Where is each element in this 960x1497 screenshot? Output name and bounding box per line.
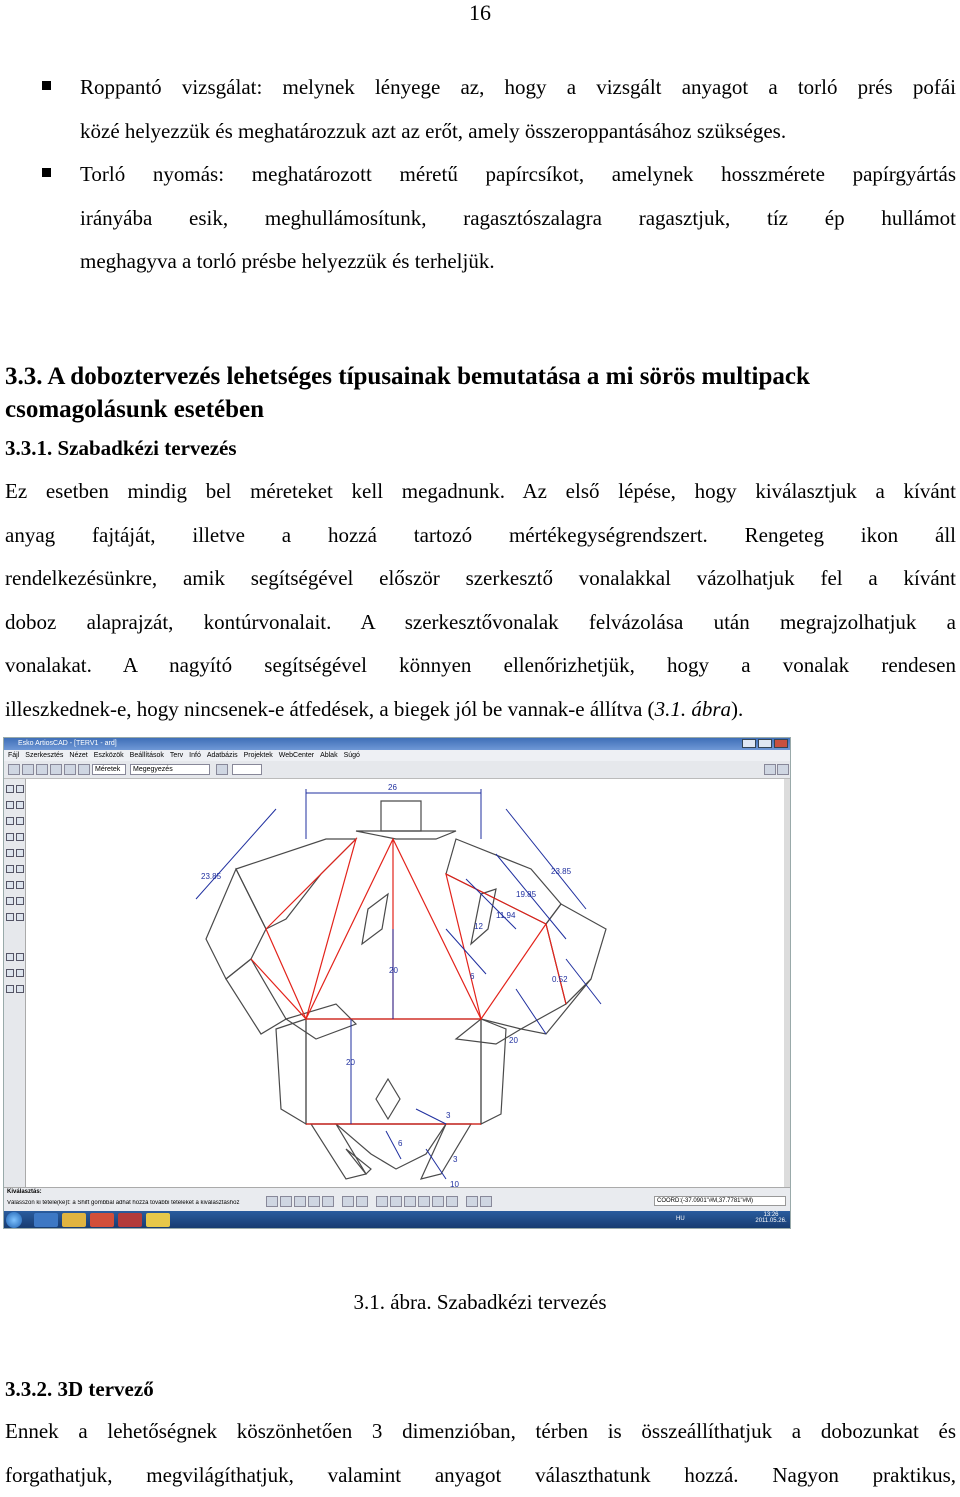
arc-icon[interactable] xyxy=(16,801,24,809)
dimension-label-group xyxy=(201,783,572,1187)
figure-reference: 3.1. ábra xyxy=(655,697,731,721)
status-label: Kiválasztás: xyxy=(7,1189,42,1195)
tool-palette xyxy=(4,779,26,1187)
menu-item-window[interactable]: Ablak xyxy=(320,750,338,761)
pointer-add-icon[interactable] xyxy=(390,1196,402,1207)
crease-icon[interactable] xyxy=(6,969,14,977)
window-select-icon[interactable] xyxy=(418,1196,430,1207)
square-bullet-icon xyxy=(42,168,51,177)
pan-icon[interactable] xyxy=(16,785,24,793)
dimension-label: 26 xyxy=(388,783,397,792)
paragraph-line: vonalakat. A nagyító segítségével könnyen ellenőrizhetjük, hogy a vonalak rendesen xyxy=(5,644,956,688)
move-icon[interactable] xyxy=(16,865,24,873)
menu-item-view[interactable]: Nézet xyxy=(69,750,87,761)
paragraph-line: Ennek a lehetőségnek köszönhetően 3 dimenzióban, térben is összeállíthatjuk a dobozunkat és xyxy=(5,1410,956,1454)
vertical-scrollbar[interactable] xyxy=(784,779,790,1187)
window-title: Esko ArtiosCAD - [TERV1 - ard] xyxy=(18,740,117,747)
tray-date: 2011.05.26. xyxy=(755,1218,786,1224)
file-explorer-icon[interactable] xyxy=(62,1213,86,1227)
fillet-icon[interactable] xyxy=(6,913,14,921)
dimension-label: 0.52 xyxy=(552,975,568,984)
internet-explorer-icon[interactable] xyxy=(34,1213,58,1227)
bullet-line: meghagyva a torló présbe helyezzük és terheljük. xyxy=(80,240,956,284)
line-icon[interactable] xyxy=(6,801,14,809)
zoom-in-icon[interactable] xyxy=(342,1196,354,1207)
glue-icon[interactable] xyxy=(6,985,14,993)
dimension-label: 6 xyxy=(470,972,475,981)
menu-item-info[interactable]: Infó xyxy=(189,750,201,761)
bullet-list xyxy=(40,66,956,284)
crossing-select-icon[interactable] xyxy=(432,1196,444,1207)
chain-select-icon[interactable] xyxy=(446,1196,458,1207)
dimension-tool-icon[interactable] xyxy=(6,897,14,905)
dimension-label: 19.85 xyxy=(516,890,537,899)
cut-lines xyxy=(206,801,606,1179)
line-type-icon[interactable] xyxy=(216,764,228,775)
dimension-label: 10 xyxy=(450,1180,459,1187)
subsection-heading-3-3-2: 3.3.2. 3D tervező xyxy=(5,1374,154,1404)
open-icon[interactable] xyxy=(22,764,34,775)
figure-caption: 3.1. ábra. Szabadkézi tervezés xyxy=(0,1287,960,1317)
section-heading-3-3: 3.3. A doboztervezés lehetséges típusainak bemutatása a mi sörös multipack csomagolásunk esetében xyxy=(5,360,955,426)
paragraph-line: Ez esetben mindig bel méreteket kell megadnunk. Az első lépése, hogy kiválasztjuk a kívánt xyxy=(5,470,956,514)
dimension-label: 11.94 xyxy=(496,911,516,920)
menu-item-help[interactable]: Súgó xyxy=(344,750,360,761)
mode-select[interactable]: Megegyezés xyxy=(130,764,210,775)
zoom-icon[interactable] xyxy=(6,785,14,793)
measure-icon[interactable] xyxy=(466,1196,478,1207)
rotate-icon[interactable] xyxy=(6,865,14,873)
menu-item-database[interactable]: Adatbázis xyxy=(207,750,238,761)
tray-language[interactable]: HU xyxy=(676,1216,685,1222)
window-titlebar xyxy=(4,738,790,750)
start-button-icon[interactable] xyxy=(6,1212,22,1228)
media-player-icon[interactable] xyxy=(90,1213,114,1227)
snap-icon[interactable] xyxy=(294,1196,306,1207)
toolbar xyxy=(4,761,790,779)
paragraph-text: ). xyxy=(731,697,743,721)
subsection-heading-3-3-1: 3.3.1. Szabadkézi tervezés xyxy=(5,433,237,463)
dimension-icon[interactable] xyxy=(78,764,90,775)
text-icon[interactable] xyxy=(16,897,24,905)
page-number: 16 xyxy=(0,0,960,26)
units-select[interactable]: Méretek xyxy=(92,764,126,775)
tray-time: 13:26 xyxy=(763,1212,778,1218)
paragraph-line xyxy=(5,688,956,732)
windows-taskbar xyxy=(4,1211,790,1229)
window-controls xyxy=(742,739,788,748)
status-bar xyxy=(4,1187,790,1211)
dimension-label: 23.85 xyxy=(551,867,572,876)
paragraph-line: anyag fajtáját, illetve a hozzá tartozó mértékegységrendszert. Rengeteg ikon áll xyxy=(5,514,956,558)
bullet-line: Roppantó vizsgálat: melynek lényege az, hogy a vizsgált anyagot a torló prés pofái xyxy=(80,66,956,110)
paragraph-line: rendelkezésünkre, amik segítségével először szerkesztő vonalakkal vázolhatjuk fel a kívánt xyxy=(5,557,956,601)
bullet-line: közé helyezzük és meghatározzuk azt az erőt, amely összeroppantásához szükséges. xyxy=(80,110,956,154)
square-bullet-icon xyxy=(42,81,51,90)
bullet-item xyxy=(40,66,956,153)
offset-icon[interactable] xyxy=(6,833,14,841)
select-icon[interactable] xyxy=(266,1196,278,1207)
new-icon[interactable] xyxy=(8,764,20,775)
dimension-label: 6 xyxy=(398,1139,403,1148)
status-hint: Válasszon ki tétele(ke)t: a Shift gombbal adhat hozzá további tételeket a kiválasztáshoz xyxy=(7,1200,257,1206)
bullet-line: irányába esik, meghullámosítunk, ragasztószalagra ragasztjuk, tíz ép hullámot xyxy=(80,197,956,241)
menu-item-edit[interactable]: Szerkesztés xyxy=(25,750,63,761)
chamfer-icon[interactable] xyxy=(16,913,24,921)
print-icon[interactable] xyxy=(50,764,62,775)
paragraph-text: illeszkednek-e, hogy nincsenek-e átfedések, a biegek jól be vannak-e állítva ( xyxy=(5,697,655,721)
zoom-out-icon[interactable] xyxy=(356,1196,368,1207)
save-icon[interactable] xyxy=(36,764,48,775)
artioscad-taskbar-icon[interactable] xyxy=(146,1213,170,1227)
perforation-icon[interactable] xyxy=(16,969,24,977)
dimension-label: 20 xyxy=(346,1058,355,1067)
menu-bar xyxy=(4,750,790,761)
layer-icon[interactable] xyxy=(64,764,76,775)
options-icon[interactable] xyxy=(777,764,789,775)
paragraph-3d-designer xyxy=(5,1410,956,1497)
layer-toggle-icon[interactable] xyxy=(322,1196,334,1207)
design-canvas[interactable] xyxy=(26,779,784,1187)
paragraph-line: doboz alaprajzát, kontúrvonalait. A szerkesztővonalak felvázolása után megrajzolhatjuk a xyxy=(5,601,956,645)
menu-item-tools[interactable]: Eszközök xyxy=(94,750,124,761)
tray-clock xyxy=(754,1212,788,1224)
trim-icon[interactable] xyxy=(16,833,24,841)
dimension-label: 20 xyxy=(509,1036,518,1045)
delete-icon[interactable] xyxy=(16,881,24,889)
minimize-icon[interactable] xyxy=(742,739,756,748)
dimension-label: 23.85 xyxy=(201,872,222,881)
menu-item-webcenter[interactable]: WebCenter xyxy=(279,750,314,761)
pdf-reader-icon[interactable] xyxy=(118,1213,142,1227)
pointer-remove-icon[interactable] xyxy=(404,1196,416,1207)
grid-icon[interactable] xyxy=(280,1196,292,1207)
paragraph-freehand-design xyxy=(5,470,956,731)
menu-item-design[interactable]: Terv xyxy=(170,750,183,761)
dimension-lines xyxy=(196,789,601,1179)
ortho-icon[interactable] xyxy=(308,1196,320,1207)
bridge-icon[interactable] xyxy=(6,953,14,961)
bullet-line: Torló nyomás: meghatározott méretű papírcsíkot, amelynek hosszmérete papírgyártás xyxy=(80,153,956,197)
zoom-icon[interactable] xyxy=(764,764,776,775)
dimension-label: 12 xyxy=(474,922,483,931)
dimension-label: 3 xyxy=(453,1155,458,1164)
mirror-icon[interactable] xyxy=(16,849,24,857)
menu-item-file[interactable]: Fájl xyxy=(8,750,19,761)
inquire-icon[interactable] xyxy=(480,1196,492,1207)
close-icon[interactable] xyxy=(774,739,788,748)
coordinate-readout: COORD:(-37.0901"#M,37.7781"#M) xyxy=(654,1196,786,1206)
notch-icon[interactable] xyxy=(16,953,24,961)
artioscad-screenshot xyxy=(3,737,791,1229)
dimension-label: 3 xyxy=(446,1111,451,1120)
menu-item-projects[interactable]: Projektek xyxy=(244,750,273,761)
pointer-icon[interactable] xyxy=(376,1196,388,1207)
circle-icon[interactable] xyxy=(6,817,14,825)
paragraph-line: forgathatjuk, megvilágíthatjuk, valamint anyagot választhatunk hozzá. Nagyon praktikus, xyxy=(5,1454,956,1497)
layer-tool-icon[interactable] xyxy=(16,985,24,993)
bullet-item xyxy=(40,153,956,284)
menu-item-settings[interactable]: Beállítások xyxy=(130,750,164,761)
maximize-icon[interactable] xyxy=(758,739,772,748)
dimension-label: 20 xyxy=(389,966,398,975)
copy-icon[interactable] xyxy=(6,881,14,889)
line-width-select[interactable] xyxy=(232,764,262,775)
extend-icon[interactable] xyxy=(6,849,14,857)
rectangle-icon[interactable] xyxy=(16,817,24,825)
